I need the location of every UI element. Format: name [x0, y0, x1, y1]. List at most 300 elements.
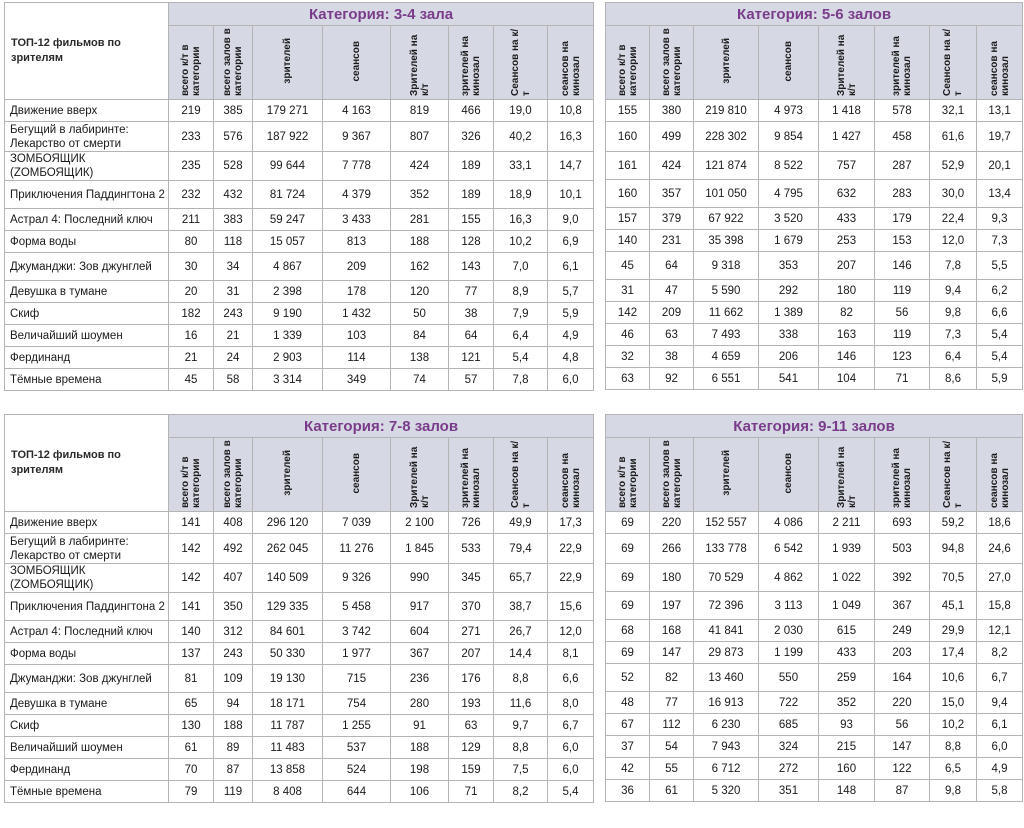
- table-cell: 164: [875, 664, 930, 692]
- table-cell: 379: [650, 208, 694, 230]
- table-cell: 6,9: [548, 231, 594, 253]
- table-cell: 2 030: [759, 620, 819, 642]
- table-cell: 68: [606, 620, 650, 642]
- table-cell: 433: [819, 208, 875, 230]
- table-cell: 142: [169, 534, 214, 564]
- table-cell: 45,1: [930, 592, 977, 620]
- table-cell: 15,8: [977, 592, 1023, 620]
- table-cell: 163: [819, 324, 875, 346]
- table-cell: 280: [391, 693, 449, 715]
- column-header-label: зрителей на кинозал: [891, 36, 913, 96]
- table-cell: 9,7: [494, 715, 548, 737]
- table-cell: 3 742: [323, 621, 391, 643]
- column-header-label: всего залов в категории: [660, 440, 683, 508]
- column-header: [323, 438, 391, 512]
- category-title: Категория: 3-4 зала: [169, 3, 594, 26]
- column-header-label: сеансов: [783, 452, 794, 494]
- table-cell: 128: [449, 231, 494, 253]
- column-header: [494, 438, 548, 512]
- column-header-label: всего к/т в категории: [180, 44, 202, 96]
- table-cell: 161: [606, 152, 650, 180]
- table-cell: 180: [819, 280, 875, 302]
- table-cell: 162: [391, 253, 449, 281]
- table-cell: 91: [391, 715, 449, 737]
- table-cell: 324: [759, 736, 819, 758]
- table-cell: 160: [606, 122, 650, 152]
- table-cell: 604: [391, 621, 449, 643]
- table-cell: 6,4: [494, 325, 548, 347]
- table-cell: 160: [819, 758, 875, 780]
- table-cell: 157: [606, 208, 650, 230]
- table-cell: 153: [875, 230, 930, 252]
- table-cell: 5,4: [977, 324, 1023, 346]
- table-cell: 61: [650, 780, 694, 802]
- table-cell: 77: [650, 692, 694, 714]
- column-header-label: Зрителей на к/т: [408, 446, 431, 508]
- table-cell: 12,1: [977, 620, 1023, 642]
- table-cell: 4,8: [548, 347, 594, 369]
- column-header-label: Зрителей на к/т: [835, 34, 858, 96]
- column-header-label: сеансов: [783, 40, 794, 82]
- table-cell: 283: [875, 180, 930, 208]
- table-cell: 3 314: [253, 369, 323, 391]
- table-row: [606, 302, 1023, 324]
- table-cell: 8,6: [930, 368, 977, 390]
- table-cell: 220: [650, 512, 694, 534]
- table-cell: 155: [449, 209, 494, 231]
- table-cell: 93: [819, 714, 875, 736]
- film-title: Тёмные времена: [5, 781, 169, 803]
- table-cell: 1 977: [323, 643, 391, 665]
- table-cell: 148: [819, 780, 875, 802]
- table-cell: 70,5: [930, 564, 977, 592]
- table-cell: 47: [650, 280, 694, 302]
- table-cell: 16,3: [548, 122, 594, 152]
- table-row: [606, 592, 1023, 620]
- column-header-label: всего залов в категории: [222, 440, 244, 508]
- table-cell: 16: [169, 325, 214, 347]
- film-title: Величайший шоумен: [5, 737, 169, 759]
- column-header-label: зрителей на кинозал: [891, 448, 913, 508]
- table-cell: 189: [449, 152, 494, 181]
- table-cell: 1 199: [759, 642, 819, 664]
- table-cell: 61: [169, 737, 214, 759]
- table-cell: 160: [606, 180, 650, 208]
- table-cell: 155: [606, 100, 650, 122]
- table-cell: 11 483: [253, 737, 323, 759]
- table-cell: 12,0: [548, 621, 594, 643]
- table-cell: 6,5: [930, 758, 977, 780]
- table-cell: 12,0: [930, 230, 977, 252]
- table-cell: 349: [323, 369, 391, 391]
- film-title: Форма воды: [5, 643, 169, 665]
- table-cell: 13,4: [977, 180, 1023, 208]
- table-cell: 7,3: [930, 324, 977, 346]
- table-cell: 141: [169, 512, 214, 534]
- table-cell: 69: [606, 642, 650, 664]
- table-cell: 70: [169, 759, 214, 781]
- table-cell: 54: [650, 736, 694, 758]
- table-cell: 56: [875, 714, 930, 736]
- column-header: [253, 438, 323, 512]
- table-row: [5, 781, 594, 803]
- column-header: [875, 26, 930, 100]
- table-cell: 9,8: [930, 780, 977, 802]
- table-cell: 10,6: [930, 664, 977, 692]
- table-cell: 176: [449, 665, 494, 693]
- table-cell: 87: [875, 780, 930, 802]
- table-cell: 6,0: [548, 369, 594, 391]
- column-header-label: Зрителей на к/т: [408, 34, 431, 96]
- table-cell: 352: [819, 692, 875, 714]
- table-cell: 118: [214, 231, 253, 253]
- table-cell: 6,6: [548, 665, 594, 693]
- table-cell: 13 460: [694, 664, 759, 692]
- table-cell: 4 867: [253, 253, 323, 281]
- table-cell: 15 057: [253, 231, 323, 253]
- table-cell: 8 522: [759, 152, 819, 180]
- table-row: [606, 564, 1023, 592]
- table-cell: 8,0: [548, 693, 594, 715]
- column-header-label: сеансов на кинозал: [988, 453, 1011, 508]
- table-cell: 807: [391, 122, 449, 152]
- column-header: [759, 26, 819, 100]
- table-cell: 57: [449, 369, 494, 391]
- column-header: [650, 438, 694, 512]
- table-cell: 81: [169, 665, 214, 693]
- column-header: [694, 26, 759, 100]
- table-cell: 29,9: [930, 620, 977, 642]
- table-cell: 2 903: [253, 347, 323, 369]
- table-cell: 370: [449, 593, 494, 621]
- table-cell: 524: [323, 759, 391, 781]
- table-row: [5, 737, 594, 759]
- table-cell: 19,0: [494, 100, 548, 122]
- table-cell: 187 922: [253, 122, 323, 152]
- table-cell: 8,1: [548, 643, 594, 665]
- corner-label: ТОП-12 фильмов по зрителям: [5, 415, 169, 512]
- table-cell: 7,9: [494, 303, 548, 325]
- table-cell: 17,4: [930, 642, 977, 664]
- table-cell: 233: [169, 122, 214, 152]
- table-cell: 215: [819, 736, 875, 758]
- table-cell: 7 778: [323, 152, 391, 181]
- table-cell: 1 022: [819, 564, 875, 592]
- table-row: [606, 280, 1023, 302]
- table-row: [606, 736, 1023, 758]
- table-cell: 9 367: [323, 122, 391, 152]
- table-cell: 9 318: [694, 252, 759, 280]
- table-row: [606, 642, 1023, 664]
- table-row: [606, 534, 1023, 564]
- film-title: Астрал 4: Последний ключ: [5, 621, 169, 643]
- table-row: [5, 152, 594, 181]
- column-header-label: Сеансов на к/т: [942, 28, 964, 96]
- table-cell: 499: [650, 122, 694, 152]
- column-header-label: всего к/т в категории: [616, 456, 639, 508]
- table-cell: 147: [875, 736, 930, 758]
- film-title: Движение вверх: [5, 100, 169, 122]
- table-cell: 198: [391, 759, 449, 781]
- film-title: ЗОМБОЯЩИК (ZОМБОЯЩИК): [5, 152, 169, 181]
- table-cell: 503: [875, 534, 930, 564]
- film-title: Величайший шоумен: [5, 325, 169, 347]
- table-cell: 3 520: [759, 208, 819, 230]
- column-header: [391, 26, 449, 100]
- table-cell: 129: [449, 737, 494, 759]
- column-header: [449, 26, 494, 100]
- table-cell: 32: [606, 346, 650, 368]
- table-cell: 15,0: [930, 692, 977, 714]
- column-header: [694, 438, 759, 512]
- table-cell: 18,9: [494, 181, 548, 209]
- table-cell: 50: [391, 303, 449, 325]
- table-cell: 253: [819, 230, 875, 252]
- table-cell: 312: [214, 621, 253, 643]
- table-cell: 30,0: [930, 180, 977, 208]
- table-cell: 576: [214, 122, 253, 152]
- table-cell: 27,0: [977, 564, 1023, 592]
- column-header: [977, 26, 1023, 100]
- column-header: [875, 438, 930, 512]
- table-cell: 1 427: [819, 122, 875, 152]
- table-cell: 7,5: [494, 759, 548, 781]
- column-header: [494, 26, 548, 100]
- table-cell: 5,7: [548, 281, 594, 303]
- column-header: [253, 26, 323, 100]
- table-cell: 7,8: [494, 369, 548, 391]
- category-title: Категория: 5-6 залов: [606, 3, 1023, 26]
- table-cell: 353: [759, 252, 819, 280]
- table-cell: 1 049: [819, 592, 875, 620]
- table-cell: 67 922: [694, 208, 759, 230]
- bottom-block: [4, 414, 1020, 816]
- table-cell: 262 045: [253, 534, 323, 564]
- table-row: [606, 152, 1023, 180]
- column-header-label: сеансов: [351, 40, 362, 82]
- table-cell: 38: [650, 346, 694, 368]
- table-cell: 819: [391, 100, 449, 122]
- table-row: [5, 621, 594, 643]
- table-cell: 10,2: [930, 714, 977, 736]
- table-cell: 45: [169, 369, 214, 391]
- table-cell: 726: [449, 512, 494, 534]
- table-row: [606, 692, 1023, 714]
- table-cell: 433: [819, 642, 875, 664]
- table-cell: 18 171: [253, 693, 323, 715]
- table-cell: 5,4: [977, 346, 1023, 368]
- table-cell: 152 557: [694, 512, 759, 534]
- table-cell: 1 339: [253, 325, 323, 347]
- table-cell: 19 130: [253, 665, 323, 693]
- table-cell: 7 943: [694, 736, 759, 758]
- table-cell: 685: [759, 714, 819, 736]
- table-cell: 550: [759, 664, 819, 692]
- table-cell: 380: [650, 100, 694, 122]
- table-cell: 385: [214, 100, 253, 122]
- table-cell: 9,0: [548, 209, 594, 231]
- table-cell: 103: [323, 325, 391, 347]
- table-cell: 16,3: [494, 209, 548, 231]
- table-cell: 541: [759, 368, 819, 390]
- column-header: [214, 438, 253, 512]
- table-cell: 458: [875, 122, 930, 152]
- film-title: Джуманджи: Зов джунглей: [5, 665, 169, 693]
- table-cell: 188: [391, 737, 449, 759]
- table-cell: 121 874: [694, 152, 759, 180]
- table-cell: 338: [759, 324, 819, 346]
- table-row: [5, 715, 594, 737]
- table-cell: 367: [875, 592, 930, 620]
- table-cell: 197: [650, 592, 694, 620]
- table-cell: 33,1: [494, 152, 548, 181]
- table-cell: 74: [391, 369, 449, 391]
- film-title: Фердинанд: [5, 759, 169, 781]
- table-cell: 21: [169, 347, 214, 369]
- table-cell: 6,6: [977, 302, 1023, 324]
- column-header-label: Сеансов на к/т: [509, 28, 532, 96]
- table-row: [5, 281, 594, 303]
- table-cell: 432: [214, 181, 253, 209]
- film-title: Бегущий в лабиринте: Лекарство от смерти: [5, 534, 169, 564]
- table-cell: 65: [169, 693, 214, 715]
- table-cell: 52: [606, 664, 650, 692]
- table-cell: 22,4: [930, 208, 977, 230]
- column-header-label: зрителей: [720, 38, 732, 84]
- table-cell: 1 679: [759, 230, 819, 252]
- column-header: [606, 438, 650, 512]
- table-cell: 281: [391, 209, 449, 231]
- table-cell: 119: [214, 781, 253, 803]
- table-cell: 140 509: [253, 564, 323, 593]
- table-cell: 266: [650, 534, 694, 564]
- table-cell: 52,9: [930, 152, 977, 180]
- table-cell: 228 302: [694, 122, 759, 152]
- table-cell: 203: [875, 642, 930, 664]
- table-cell: 6,0: [977, 736, 1023, 758]
- table-cell: 82: [650, 664, 694, 692]
- table-cell: 4 862: [759, 564, 819, 592]
- column-header: [449, 438, 494, 512]
- table-row: [606, 620, 1023, 642]
- table-cell: 65,7: [494, 564, 548, 593]
- film-title: Приключения Паддингтона 2: [5, 593, 169, 621]
- table-cell: 133 778: [694, 534, 759, 564]
- table-cell: 189: [449, 181, 494, 209]
- table-cell: 71: [449, 781, 494, 803]
- table-cell: 24,6: [977, 534, 1023, 564]
- column-header-label: зрителей на кинозал: [460, 448, 482, 508]
- table-cell: 114: [323, 347, 391, 369]
- column-header: [323, 26, 391, 100]
- table-row: [606, 780, 1023, 802]
- table-cell: 29 873: [694, 642, 759, 664]
- table-cell: 22,9: [548, 534, 594, 564]
- table-cell: 8 408: [253, 781, 323, 803]
- table-cell: 72 396: [694, 592, 759, 620]
- column-header: [819, 438, 875, 512]
- table-cell: 8,8: [494, 665, 548, 693]
- table-cell: 32,1: [930, 100, 977, 122]
- table-row: [5, 369, 594, 391]
- table-cell: 11 787: [253, 715, 323, 737]
- table-cell: 79: [169, 781, 214, 803]
- table-cell: 4,9: [977, 758, 1023, 780]
- table-cell: 30: [169, 253, 214, 281]
- table-cell: 3 433: [323, 209, 391, 231]
- table-cell: 5,9: [977, 368, 1023, 390]
- column-header-label: сеансов на кинозал: [559, 453, 582, 508]
- top-right-table: [605, 2, 1023, 390]
- table-cell: 644: [323, 781, 391, 803]
- table-cell: 143: [449, 253, 494, 281]
- table-cell: 138: [391, 347, 449, 369]
- table-cell: 7 039: [323, 512, 391, 534]
- table-row: [5, 759, 594, 781]
- table-cell: 14,4: [494, 643, 548, 665]
- table-cell: 10,8: [548, 100, 594, 122]
- column-header-label: Сеансов на к/т: [942, 440, 964, 508]
- table-row: [5, 100, 594, 122]
- table-cell: 249: [875, 620, 930, 642]
- film-title: ЗОМБОЯЩИК (ZОМБОЯЩИК): [5, 564, 169, 593]
- film-title: Движение вверх: [5, 512, 169, 534]
- table-cell: 6 712: [694, 758, 759, 780]
- table-cell: 5 590: [694, 280, 759, 302]
- table-cell: 180: [650, 564, 694, 592]
- table-cell: 8,2: [977, 642, 1023, 664]
- table-row: [5, 325, 594, 347]
- table-cell: 50 330: [253, 643, 323, 665]
- table-cell: 11,6: [494, 693, 548, 715]
- table-cell: 14,7: [548, 152, 594, 181]
- table-cell: 533: [449, 534, 494, 564]
- table-row: [606, 714, 1023, 736]
- corner-label: ТОП-12 фильмов по зрителям: [5, 3, 169, 100]
- column-header-label: зрителей: [282, 38, 293, 84]
- table-cell: 179: [875, 208, 930, 230]
- table-cell: 193: [449, 693, 494, 715]
- table-cell: 209: [323, 253, 391, 281]
- column-header-label: сеансов: [351, 452, 362, 494]
- bottom-left-table: [4, 414, 594, 803]
- film-title: Приключения Паддингтона 2: [5, 181, 169, 209]
- table-cell: 142: [169, 564, 214, 593]
- table-cell: 5,9: [548, 303, 594, 325]
- table-cell: 757: [819, 152, 875, 180]
- table-cell: 8,2: [494, 781, 548, 803]
- column-header: [391, 438, 449, 512]
- table-cell: 45: [606, 252, 650, 280]
- table-cell: 528: [214, 152, 253, 181]
- table-cell: 24: [214, 347, 253, 369]
- film-title: Бегущий в лабиринте: Лекарство от смерти: [5, 122, 169, 152]
- table-cell: 8,9: [494, 281, 548, 303]
- table-cell: 129 335: [253, 593, 323, 621]
- column-header-label: всего к/т в категории: [180, 456, 202, 508]
- column-header-label: всего к/т в категории: [616, 44, 639, 96]
- table-cell: 81 724: [253, 181, 323, 209]
- table-cell: 63: [650, 324, 694, 346]
- table-row: [5, 231, 594, 253]
- table-row: [606, 512, 1023, 534]
- table-cell: 6 551: [694, 368, 759, 390]
- table-cell: 142: [606, 302, 650, 324]
- table-cell: 6 230: [694, 714, 759, 736]
- table-cell: 5,8: [977, 780, 1023, 802]
- table-cell: 8,8: [930, 736, 977, 758]
- table-cell: 715: [323, 665, 391, 693]
